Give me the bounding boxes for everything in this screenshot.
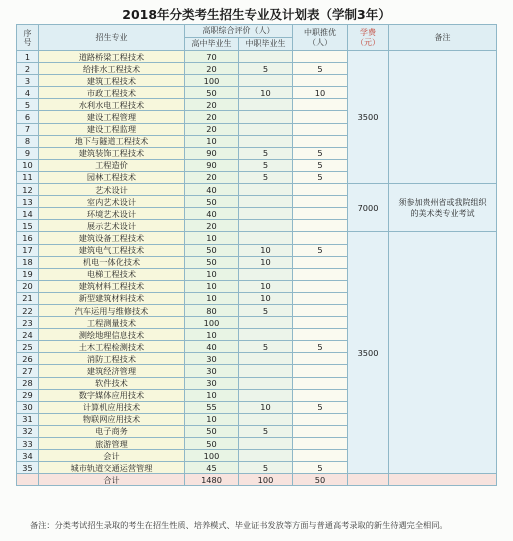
- cell-vocational-school: [239, 208, 293, 220]
- cell-seq: 35: [17, 462, 39, 474]
- cell-major: 会计: [39, 450, 185, 462]
- cell-high-school: 80: [185, 304, 239, 316]
- cell-high-school: 70: [185, 51, 239, 63]
- cell-major: 建筑工程技术: [39, 75, 185, 87]
- cell-high-school: 20: [185, 220, 239, 232]
- cell-recommend: 5: [293, 171, 348, 183]
- cell-seq: 19: [17, 268, 39, 280]
- enrollment-plan-table: [16, 24, 497, 486]
- cell-high-school: 10: [185, 268, 239, 280]
- cell-seq: 9: [17, 147, 39, 159]
- cell-recommend: [293, 135, 348, 147]
- cell-vocational-school: [239, 220, 293, 232]
- cell-recommend: [293, 353, 348, 365]
- cell-vocational-school: [239, 135, 293, 147]
- cell-seq: [17, 474, 39, 486]
- cell-high-school: 45: [185, 462, 239, 474]
- cell-vocational-school: [239, 438, 293, 450]
- cell-vocational-school: [239, 450, 293, 462]
- cell-total-label: 合计: [39, 474, 185, 486]
- cell-recommend: [293, 413, 348, 425]
- cell-recommend: [293, 75, 348, 87]
- cell-fee: 7000: [348, 184, 389, 232]
- cell-major: 城市轨道交通运营管理: [39, 462, 185, 474]
- cell-high-school: 20: [185, 171, 239, 183]
- cell-major: 电梯工程技术: [39, 268, 185, 280]
- cell-recommend: 5: [293, 63, 348, 75]
- cell-recommend: [293, 389, 348, 401]
- cell-major: 旅游管理: [39, 438, 185, 450]
- cell-high-school: 20: [185, 123, 239, 135]
- cell-seq: 3: [17, 75, 39, 87]
- cell-seq: 32: [17, 425, 39, 437]
- cell-vocational-school: [239, 377, 293, 389]
- cell-recommend: [293, 99, 348, 111]
- cell-major: 室内艺术设计: [39, 196, 185, 208]
- header-recommend: 中职推优（人）: [293, 25, 348, 51]
- cell-high-school: 10: [185, 292, 239, 304]
- cell-recommend: [293, 304, 348, 316]
- cell-major: 建筑设备工程技术: [39, 232, 185, 244]
- cell-high-school: 40: [185, 184, 239, 196]
- cell-major: 消防工程技术: [39, 353, 185, 365]
- cell-recommend: [293, 232, 348, 244]
- cell-vocational-school: 10: [239, 401, 293, 413]
- cell-major: 建设工程管理: [39, 111, 185, 123]
- cell-note: [389, 51, 497, 184]
- cell-high-school: 30: [185, 377, 239, 389]
- cell-vocational-school: 10: [239, 87, 293, 99]
- cell-seq: 12: [17, 184, 39, 196]
- cell-major: 建筑材料工程技术: [39, 280, 185, 292]
- cell-seq: 15: [17, 220, 39, 232]
- cell-major: 园林工程技术: [39, 171, 185, 183]
- cell-major: 软件技术: [39, 377, 185, 389]
- cell-recommend: [293, 329, 348, 341]
- cell-major: 建筑电气工程技术: [39, 244, 185, 256]
- cell-high-school: 10: [185, 232, 239, 244]
- cell-seq: 16: [17, 232, 39, 244]
- cell-seq: 4: [17, 87, 39, 99]
- cell-major: 测绘地理信息技术: [39, 329, 185, 341]
- cell-recommend: [293, 256, 348, 268]
- cell-seq: 8: [17, 135, 39, 147]
- cell-recommend: [293, 208, 348, 220]
- cell-seq: 26: [17, 353, 39, 365]
- cell-vocational-school: [239, 75, 293, 87]
- cell-recommend: [293, 196, 348, 208]
- cell-high-school: 10: [185, 329, 239, 341]
- cell-recommend: [293, 317, 348, 329]
- cell-vocational-school: [239, 268, 293, 280]
- cell-vocational-school: [239, 329, 293, 341]
- header-vocational-school: 中职毕业生: [239, 38, 293, 51]
- cell-recommend: [293, 280, 348, 292]
- cell-major: 展示艺术设计: [39, 220, 185, 232]
- cell-recommend: [293, 365, 348, 377]
- cell-high-school: 55: [185, 401, 239, 413]
- cell-recommend: 5: [293, 159, 348, 171]
- cell-vocational-school: 10: [239, 280, 293, 292]
- cell-vocational-school: 10: [239, 256, 293, 268]
- cell-recommend: 5: [293, 462, 348, 474]
- cell-seq: 11: [17, 171, 39, 183]
- cell-vocational-school: 5: [239, 147, 293, 159]
- cell-high-school: 100: [185, 317, 239, 329]
- cell-vocational-school: 10: [239, 292, 293, 304]
- cell-high-school: 100: [185, 450, 239, 462]
- cell-recommend: 5: [293, 341, 348, 353]
- cell-seq: 24: [17, 329, 39, 341]
- cell-vocational-school: [239, 51, 293, 63]
- cell-major: 机电一体化技术: [39, 256, 185, 268]
- cell-recommend: [293, 292, 348, 304]
- cell-vocational-school: [239, 196, 293, 208]
- cell-seq: 7: [17, 123, 39, 135]
- cell-vocational-school: [239, 99, 293, 111]
- cell-recommend: 5: [293, 401, 348, 413]
- cell-fee: 3500: [348, 51, 389, 184]
- cell-vocational-school: [239, 123, 293, 135]
- table-row: [17, 51, 497, 63]
- cell-high-school: 50: [185, 196, 239, 208]
- cell-seq: 27: [17, 365, 39, 377]
- cell-vocational-school: [239, 353, 293, 365]
- cell-fee: [348, 474, 389, 486]
- cell-major: 市政工程技术: [39, 87, 185, 99]
- cell-seq: 13: [17, 196, 39, 208]
- cell-recommend: [293, 184, 348, 196]
- header-comprehensive-evaluation: 高职综合评价（人）: [185, 25, 293, 38]
- cell-high-school: 50: [185, 87, 239, 99]
- cell-seq: 28: [17, 377, 39, 389]
- cell-high-school: 20: [185, 63, 239, 75]
- cell-major: 道路桥梁工程技术: [39, 51, 185, 63]
- cell-seq: 33: [17, 438, 39, 450]
- cell-recommend: [293, 438, 348, 450]
- cell-major: 计算机应用技术: [39, 401, 185, 413]
- table-row: [17, 184, 497, 196]
- cell-major: 建设工程监理: [39, 123, 185, 135]
- cell-recommend: [293, 377, 348, 389]
- cell-high-school: 90: [185, 159, 239, 171]
- cell-vocational-school: 10: [239, 244, 293, 256]
- cell-note: 须参加贵州省或我院组织的美术类专业考试: [389, 184, 497, 232]
- header-note: 备注: [389, 25, 497, 51]
- cell-major: 水利水电工程技术: [39, 99, 185, 111]
- cell-vocational-school: 5: [239, 341, 293, 353]
- cell-note: [389, 474, 497, 486]
- cell-vocational-school: [239, 111, 293, 123]
- cell-seq: 23: [17, 317, 39, 329]
- cell-major: 建筑装饰工程技术: [39, 147, 185, 159]
- cell-recommend: [293, 111, 348, 123]
- cell-vocational-school: 5: [239, 304, 293, 316]
- cell-vocational-school: [239, 365, 293, 377]
- header-high-school: 高中毕业生: [185, 38, 239, 51]
- cell-total-high-school: 1480: [185, 474, 239, 486]
- cell-vocational-school: 5: [239, 159, 293, 171]
- cell-recommend: [293, 268, 348, 280]
- cell-high-school: 10: [185, 389, 239, 401]
- header-major: 招生专业: [39, 25, 185, 51]
- cell-seq: 6: [17, 111, 39, 123]
- cell-vocational-school: 5: [239, 63, 293, 75]
- total-row: [17, 474, 497, 486]
- cell-high-school: 20: [185, 111, 239, 123]
- cell-seq: 29: [17, 389, 39, 401]
- cell-vocational-school: [239, 232, 293, 244]
- cell-major: 物联网应用技术: [39, 413, 185, 425]
- cell-total-recommend: 50: [293, 474, 348, 486]
- cell-recommend: 10: [293, 87, 348, 99]
- cell-high-school: 20: [185, 99, 239, 111]
- cell-high-school: 50: [185, 425, 239, 437]
- cell-vocational-school: 5: [239, 171, 293, 183]
- cell-major: 工程造价: [39, 159, 185, 171]
- cell-seq: 2: [17, 63, 39, 75]
- cell-vocational-school: 5: [239, 462, 293, 474]
- cell-high-school: 50: [185, 256, 239, 268]
- cell-major: 工程测量技术: [39, 317, 185, 329]
- cell-seq: 22: [17, 304, 39, 316]
- cell-fee: 3500: [348, 232, 389, 474]
- cell-major: 汽车运用与维修技术: [39, 304, 185, 316]
- cell-high-school: 30: [185, 353, 239, 365]
- cell-major: 土木工程检测技术: [39, 341, 185, 353]
- cell-seq: 14: [17, 208, 39, 220]
- cell-high-school: 50: [185, 244, 239, 256]
- cell-major: 新型建筑材料技术: [39, 292, 185, 304]
- cell-recommend: [293, 425, 348, 437]
- cell-recommend: 5: [293, 147, 348, 159]
- cell-major: 环境艺术设计: [39, 208, 185, 220]
- cell-seq: 31: [17, 413, 39, 425]
- cell-recommend: [293, 450, 348, 462]
- cell-seq: 20: [17, 280, 39, 292]
- footnote: 备注：分类考试招生录取的考生在招生性质、培养模式、毕业证书发放等方面与普通高考录取的新生待遇完全相同。: [30, 520, 448, 530]
- cell-seq: 21: [17, 292, 39, 304]
- cell-high-school: 10: [185, 135, 239, 147]
- cell-high-school: 30: [185, 365, 239, 377]
- cell-seq: 5: [17, 99, 39, 111]
- cell-recommend: [293, 51, 348, 63]
- cell-high-school: 90: [185, 147, 239, 159]
- cell-vocational-school: [239, 317, 293, 329]
- header-seq: 序号: [17, 25, 39, 51]
- header-fee: 学费（元）: [348, 25, 389, 51]
- cell-major: 建筑经济管理: [39, 365, 185, 377]
- cell-seq: 25: [17, 341, 39, 353]
- cell-seq: 10: [17, 159, 39, 171]
- cell-high-school: 10: [185, 280, 239, 292]
- cell-vocational-school: 5: [239, 425, 293, 437]
- cell-vocational-school: [239, 413, 293, 425]
- cell-recommend: 5: [293, 244, 348, 256]
- cell-high-school: 100: [185, 75, 239, 87]
- cell-major: 给排水工程技术: [39, 63, 185, 75]
- cell-high-school: 10: [185, 413, 239, 425]
- cell-seq: 17: [17, 244, 39, 256]
- cell-recommend: [293, 123, 348, 135]
- cell-seq: 34: [17, 450, 39, 462]
- cell-total-vocational-school: 100: [239, 474, 293, 486]
- cell-seq: 1: [17, 51, 39, 63]
- cell-major: 地下与隧道工程技术: [39, 135, 185, 147]
- table-body: [17, 51, 497, 486]
- cell-seq: 30: [17, 401, 39, 413]
- cell-major: 数字媒体应用技术: [39, 389, 185, 401]
- cell-major: 艺术设计: [39, 184, 185, 196]
- page-title: 2018年分类考生招生专业及计划表（学制3年）: [122, 7, 391, 22]
- table-row: [17, 232, 497, 244]
- cell-major: 电子商务: [39, 425, 185, 437]
- cell-high-school: 40: [185, 341, 239, 353]
- cell-high-school: 50: [185, 438, 239, 450]
- cell-vocational-school: [239, 184, 293, 196]
- cell-recommend: [293, 220, 348, 232]
- cell-vocational-school: [239, 389, 293, 401]
- cell-note: [389, 232, 497, 474]
- cell-high-school: 40: [185, 208, 239, 220]
- cell-seq: 18: [17, 256, 39, 268]
